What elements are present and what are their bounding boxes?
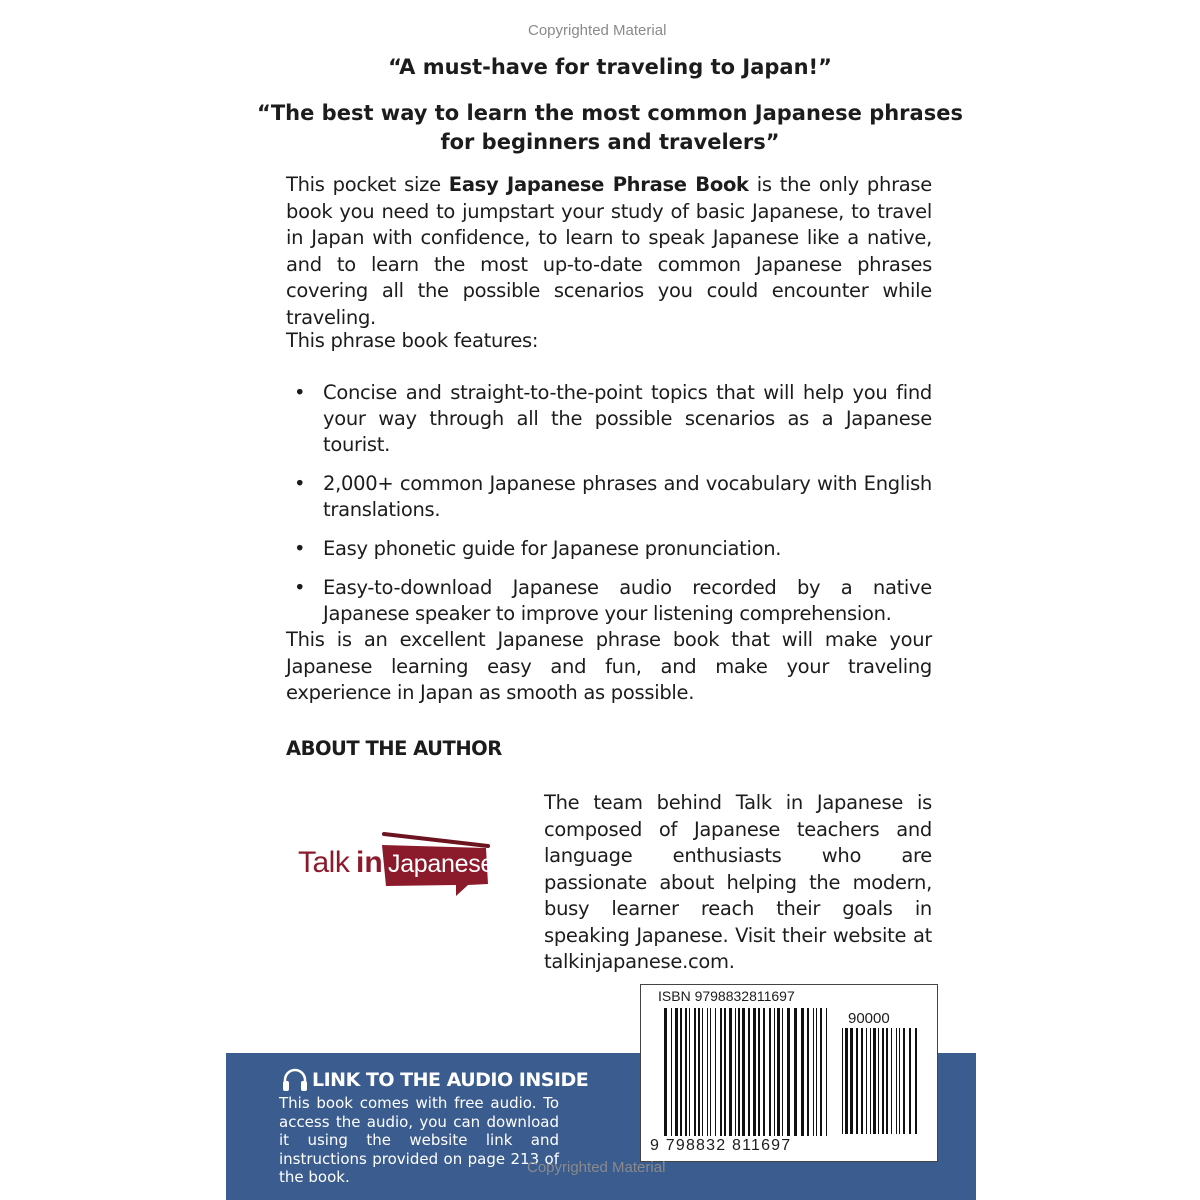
price-barcode [840, 1028, 922, 1134]
barcode-bar [801, 1008, 804, 1136]
subtitle-quote-line2: for beginners and travelers” [440, 130, 780, 154]
barcode-bar [782, 1008, 783, 1136]
intro-text-start: This pocket size [286, 173, 449, 196]
barcode-bar [715, 1008, 716, 1136]
barcode-bar [720, 1008, 722, 1136]
barcode-bar [891, 1028, 892, 1134]
barcode-bar [842, 1028, 843, 1134]
barcode-bar [816, 1008, 817, 1136]
barcode-bar [694, 1008, 696, 1136]
intro-paragraph [286, 172, 932, 331]
audio-link-title: LINK TO THE AUDIO INSIDE [312, 1069, 589, 1091]
barcode-bar [807, 1008, 809, 1136]
barcode-bar [873, 1028, 876, 1134]
book-title-bold: Easy Japanese Phrase Book [448, 173, 749, 196]
isbn-label: ISBN 9798832811697 [658, 988, 795, 1004]
barcode-bar [813, 1008, 814, 1136]
subtitle-quote-line1: “The best way to learn the most common Japanese phrases [257, 101, 963, 125]
barcode-bar [671, 1008, 672, 1136]
barcode-bar [685, 1008, 687, 1136]
features-list [286, 380, 932, 640]
barcode-bar [861, 1028, 863, 1134]
barcode-bar [758, 1008, 760, 1136]
barcode-bar [698, 1008, 700, 1136]
barcode-bar [845, 1028, 848, 1134]
isbn-digits: 9 798832 811697 [650, 1137, 792, 1154]
barcode-bar [724, 1008, 726, 1136]
logo-word-talk: Talk [298, 846, 350, 879]
barcode-bar [878, 1028, 879, 1134]
barcode-bar [710, 1008, 711, 1136]
barcode-bar [870, 1028, 871, 1134]
talk-in-japanese-logo [296, 828, 496, 900]
feature-item: • Easy-to-download Japanese audio recorded by a native Japanese speaker to improve your listening comprehension. [286, 575, 932, 627]
barcode-bar [866, 1028, 867, 1134]
barcode-bar [777, 1008, 780, 1136]
barcode-bar [702, 1008, 703, 1136]
isbn-barcode [662, 1008, 832, 1138]
price-code: 90000 [848, 1010, 890, 1027]
audio-link-heading [282, 1068, 588, 1092]
barcode-bar [856, 1028, 858, 1134]
closing-paragraph: This is an excellent Japanese phrase book that will make your Japanese learning easy and fun, and make your traveling experience in Japan as smooth as possible. [286, 628, 932, 704]
barcode-bar [738, 1008, 740, 1136]
copyright-watermark-bottom: Copyrighted Material [527, 1159, 666, 1176]
barcode-bar [882, 1028, 884, 1134]
about-author-heading: ABOUT THE AUTHOR [286, 737, 502, 760]
logo-word-japanese: Japanese [388, 850, 495, 878]
barcode-bar [675, 1008, 678, 1136]
logo-word-in: in [356, 846, 383, 879]
intro-text-rest: is the only phrase book you need to jumpstart your study of basic Japanese, to travel in Japan with confidence, to learn to speak Japanese like a native, and to learn the most up-to-date common Japanese phrases covering all the possible scenarios you could encounter while traveling. [286, 173, 932, 329]
barcode-bar [748, 1008, 750, 1136]
barcode-bar [680, 1008, 682, 1136]
barcode-bar [794, 1008, 797, 1136]
feature-item: • Easy phonetic guide for Japanese pronunciation. [286, 536, 932, 562]
barcode-bar [820, 1008, 822, 1136]
barcode-bar [735, 1008, 736, 1136]
barcode-bar [774, 1008, 775, 1136]
barcode-bar [664, 1008, 667, 1136]
barcode-bar [787, 1008, 790, 1136]
barcode-bar [909, 1028, 911, 1134]
barcode-bar [689, 1008, 690, 1136]
barcode-bar [903, 1028, 905, 1134]
headphones-icon [282, 1068, 308, 1092]
barcode-bar [707, 1008, 708, 1136]
audio-instructions: This book comes with free audio. To access the audio, you can download it using the website link and instructions provided on page 213 of the book. [279, 1094, 559, 1186]
barcode-bar [826, 1008, 827, 1136]
author-description: The team behind Talk in Japanese is composed of Japanese teachers and language enthusiasts who are passionate about helping the modern, busy learner reach their goals in speaking Japanese. Visit their website at talkinjapanese.com. [544, 791, 932, 973]
subtitle-quote [200, 99, 1020, 157]
barcode-bar [915, 1028, 917, 1134]
tagline-quote: “A must-have for traveling to Japan!” [388, 55, 832, 79]
barcode-bar [763, 1008, 765, 1136]
copyright-watermark-top: Copyrighted Material [528, 22, 667, 39]
barcode-bar [899, 1028, 900, 1134]
barcode-bar [896, 1028, 897, 1134]
barcode-bar [769, 1008, 771, 1136]
barcode-bar [729, 1008, 732, 1136]
feature-item: • Concise and straight-to-the-point topics that will help you find your way through all the possible scenarios as a Japanese tourist. [286, 380, 932, 458]
features-intro: This phrase book features: [286, 329, 539, 352]
barcode-bar [753, 1008, 756, 1136]
feature-item: • 2,000+ common Japanese phrases and vocabulary with English translations. [286, 471, 932, 523]
barcode-bar [742, 1008, 745, 1136]
barcode-bar [850, 1028, 853, 1134]
barcode-bar [886, 1028, 888, 1134]
